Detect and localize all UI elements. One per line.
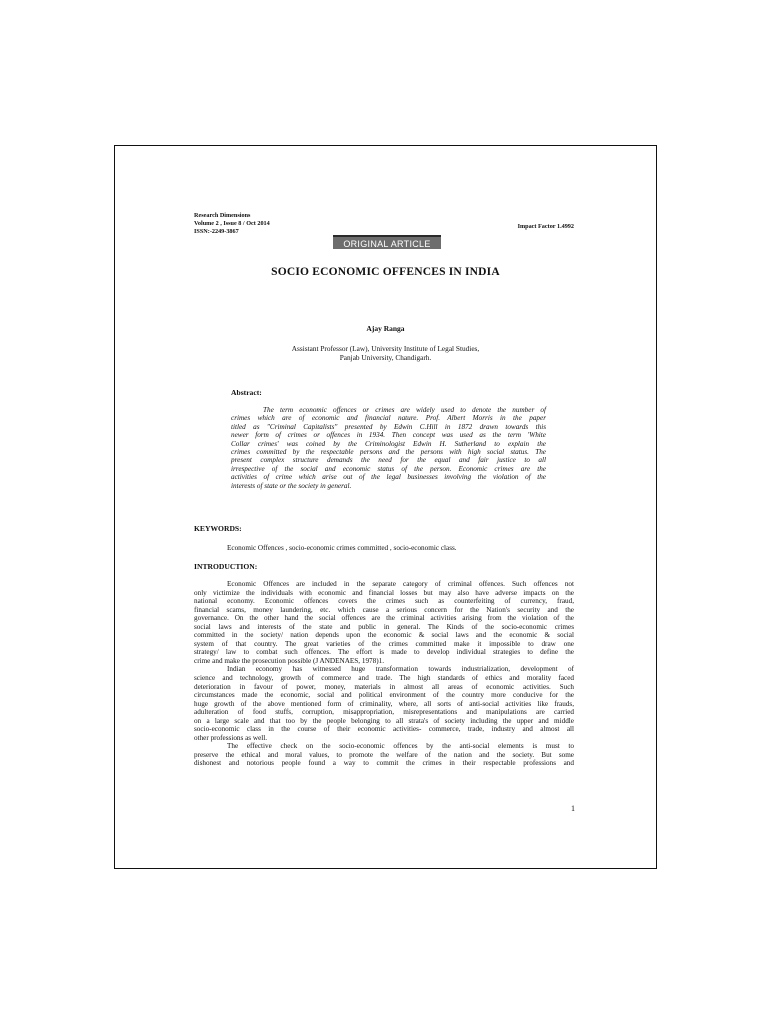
abstract-line: activities of crime which arise out of the legal businesses involving the violation of the bbox=[231, 473, 546, 482]
body-line: adulteration of food stuffs, corruption, misappropriation, misrepresentations and manipulations are carried bbox=[194, 708, 574, 717]
abstract-line: present complex structure demands the need for the equal and fair justice to all bbox=[231, 456, 546, 465]
page-number: 1 bbox=[571, 804, 575, 813]
abstract-line: titled as "Criminal Capitalists" presented by Edwin C.Hill in 1872 drawn towards this bbox=[231, 422, 546, 431]
body-line: The effective check on the socio-economic offences by the anti-social elements is must to bbox=[227, 742, 574, 751]
keywords-text: Economic Offences , socio-economic crimes committed , socio-economic class. bbox=[227, 544, 457, 552]
body-line: dishonest and notorious people found a way to commit the crimes in their respectable professions and bbox=[194, 759, 574, 768]
journal-info bbox=[194, 212, 270, 236]
body-line: preserve the ethical and moral values, to promote the welfare of the nation and the society. But some bbox=[194, 750, 574, 759]
body-line: science and technology, growth of commerce and trade. The high standards of ethics and morality faced bbox=[194, 674, 574, 683]
body-line: Indian economy has witnessed huge transformation towards industrialization, development of bbox=[227, 665, 574, 674]
body-line: socio-economic class in the course of their economic activities- commerce, trade, industry and almost all bbox=[194, 725, 574, 734]
body-line: Economic Offences are included in the separate category of criminal offences. Such offences not bbox=[227, 580, 574, 588]
journal-name: Research Dimensions bbox=[194, 212, 251, 219]
abstract-line: crimes committed by the respectable persons and the persons with high social status. The bbox=[231, 448, 546, 457]
body-line: national economy. Economic offences covers the crimes such as counterfeiting of currency, fraud, bbox=[194, 597, 574, 606]
affiliation-line: Assistant Professor (Law), University Institute of Legal Studies, bbox=[291, 344, 480, 353]
introduction-text bbox=[194, 580, 574, 768]
body-line: crime and make the prosecution possible (J ANDENAES, 1978)1. bbox=[194, 656, 385, 665]
article-type-badge: ORIGINAL ARTICLE bbox=[333, 235, 441, 249]
body-line: financial scams, money laundering, etc. which cause a serious concern for the Nation's security and the bbox=[194, 605, 574, 614]
abstract-line: interests of state or the society in general. bbox=[231, 481, 352, 490]
abstract-line: Collar crimes' was coined by the Criminologist Edwin H. Sutherland to explain the bbox=[231, 439, 546, 448]
body-line: huge growth of the above mentioned form of criminality, where, all sorts of anti-social activities like frauds, bbox=[194, 699, 574, 708]
article-title: SOCIO ECONOMIC OFFENCES IN INDIA bbox=[271, 266, 500, 278]
document-page bbox=[114, 145, 657, 869]
body-line: system of that country. The great varieties of the crimes committed make it impossible to draw one bbox=[194, 639, 574, 648]
body-line: on a large scale and that too by the people belonging to all strata's of society including the upper and middle bbox=[194, 716, 574, 725]
body-line: circumstances made the economic, social and political environment of the country more conducive for the bbox=[194, 691, 574, 700]
keywords-heading: KEYWORDS: bbox=[194, 524, 242, 533]
author-name: Ajay Ranga bbox=[366, 324, 405, 333]
body-line: strategy/ law to combat such offences. The effort is made to develop individual strategies to define the bbox=[194, 648, 574, 657]
affiliation-line: Panjab University, Chandigarh. bbox=[339, 353, 432, 362]
abstract-line: newer form of crimes or offences in 1934. Then concept was used as the term 'White bbox=[231, 431, 546, 440]
journal-volume: Volume 2 , Issue 8 / Oct 2014 bbox=[194, 220, 270, 227]
abstract-line: crimes which are of economic and financial nature. Prof. Albert Morris in the paper bbox=[231, 414, 546, 423]
author-affiliation bbox=[115, 344, 656, 362]
body-line: deterioration in favour of power, money, materials in almost all areas of economic activities. Such bbox=[194, 682, 574, 691]
body-line: committed in the society/ nation depends upon the economic & social laws and the economic & social bbox=[194, 631, 574, 640]
introduction-heading: INTRODUCTION: bbox=[194, 562, 258, 571]
body-line: governance. On the other hand the social offences are the criminal activities arising from the violation of the bbox=[194, 614, 574, 623]
abstract-line: irrespective of the social and economic status of the person. Economic crimes are the bbox=[231, 464, 546, 473]
body-line: other professions as well. bbox=[194, 733, 268, 742]
abstract-heading: Abstract: bbox=[231, 388, 262, 397]
impact-factor: Impact Factor 1.4992 bbox=[517, 223, 574, 230]
abstract-line: The term economic offences or crimes are widely used to denote the number of bbox=[263, 406, 546, 414]
body-line: only victimize the individuals with economic and financial losses but may also have adverse impacts on the bbox=[194, 588, 574, 597]
journal-issn: ISSN:-2249-3867 bbox=[194, 228, 239, 235]
abstract-text bbox=[231, 406, 546, 490]
body-line: social laws and interests of the state and public in general. The Kinds of the socio-economic crimes bbox=[194, 622, 574, 631]
